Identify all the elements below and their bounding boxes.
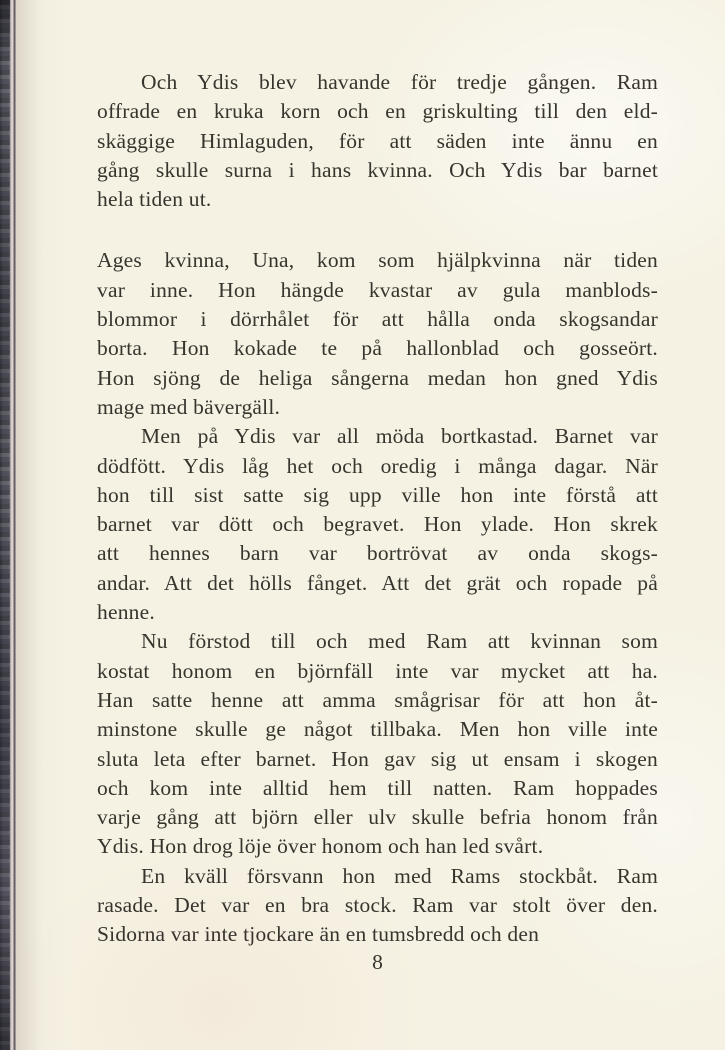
text-line: blommor i dörrhålet för att hålla onda skogsandar xyxy=(97,307,658,332)
text-line: Han satte henne att amma smågrisar för att hon åt- xyxy=(97,687,658,712)
text-line: var inne. Hon hängde kvastar av gula manblods- xyxy=(97,277,658,302)
text-line: Och Ydis blev havande för tredje gången. Ram xyxy=(141,70,658,94)
text-line: dödfött. Ydis låg het och oredig i många dagar. När xyxy=(97,453,658,478)
page-text-block xyxy=(97,68,658,950)
text-line: borta. Hon kokade te på hallonblad och gosseört. xyxy=(97,336,658,361)
gutter-shadow xyxy=(16,0,42,1050)
text-line: gång skulle surna i hans kvinna. Och Ydis bar barnet xyxy=(97,157,658,182)
text-line: barnet var dött och begravet. Hon ylade. Hon skrek xyxy=(97,512,658,537)
text-line: att hennes barn var bortrövat av onda skogs- xyxy=(97,541,658,566)
book-spine-edge xyxy=(0,0,16,1050)
text-line: rasade. Det var en bra stock. Ram var stolt över den. xyxy=(97,893,658,918)
paragraph xyxy=(97,68,658,214)
spine-texture xyxy=(0,0,10,1050)
text-line: hela tiden ut. xyxy=(97,187,212,212)
text-line: Sidorna var inte tjockare än en tumsbredd och den xyxy=(97,922,540,947)
text-line: henne. xyxy=(97,600,155,625)
text-line: sluta leta efter barnet. Hon gav sig ut ensam i skogen xyxy=(97,746,658,771)
text-line: och kom inte alltid hem till natten. Ram hoppades xyxy=(97,775,658,800)
text-line: Ydis. Hon drog löje över honom och han led svårt. xyxy=(97,834,544,859)
paragraph xyxy=(97,627,658,861)
text-line: offrade en kruka korn och en griskulting till den eld- xyxy=(97,99,658,124)
text-line: En kväll försvann hon med Rams stockbåt. Ram xyxy=(141,863,658,888)
text-line: skäggige Himlaguden, för att säden inte ännu en xyxy=(97,128,658,153)
text-line: hon till sist satte sig upp ville hon inte förstå att xyxy=(97,482,658,507)
text-line: varje gång att björn eller ulv skulle befria honom från xyxy=(97,805,658,830)
text-line: kostat honom en björnfäll inte var mycket att ha. xyxy=(97,658,658,683)
paragraph xyxy=(97,422,658,627)
text-line: Ages kvinna, Una, kom som hjälpkvinna när tiden xyxy=(97,248,658,273)
text-line: Hon sjöng de heliga sångerna medan hon gned Ydis xyxy=(97,365,658,390)
text-line: Men på Ydis var all möda bortkastad. Barnet var xyxy=(141,424,658,449)
paragraph xyxy=(97,862,658,950)
text-line: mage med bävergäll. xyxy=(97,394,281,419)
text-line: minstone skulle ge något tillbaka. Men hon ville inte xyxy=(97,717,658,742)
text-line: andar. Att det hölls fånget. Att det grät och ropade på xyxy=(97,570,658,595)
paragraph xyxy=(97,246,658,422)
page-number: 8 xyxy=(372,950,383,974)
text-line: Nu förstod till och med Ram att kvinnan som xyxy=(141,629,658,654)
